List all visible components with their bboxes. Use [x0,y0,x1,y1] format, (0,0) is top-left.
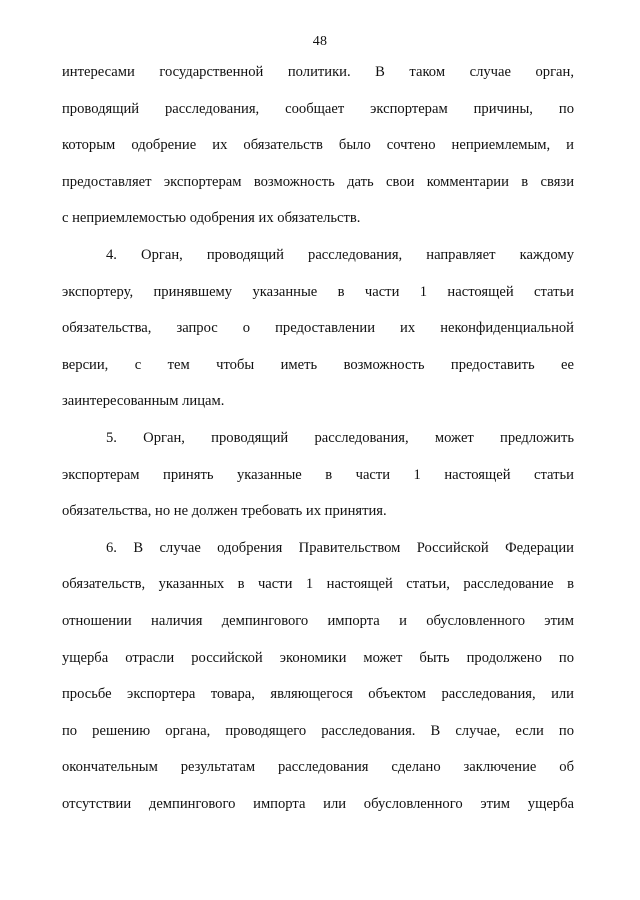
text-line: ущерба отрасли российской экономики может быть продолжено по [62,649,574,666]
text-line: версии, с тем чтобы иметь возможность предоставить ее [62,356,574,373]
text-line: заинтересованным лицам. [62,393,225,410]
paragraph-4-start: 4. Орган, проводящий расследования, направляет каждому [106,246,574,263]
text-line: проводящий расследования, сообщает экспортерам причины, по [62,100,574,117]
text-line: экспортерам принять указанные в части 1 настоящей статьи [62,466,574,483]
text-line: с неприемлемостью одобрения их обязательств. [62,210,361,227]
paragraph-6-start: 6. В случае одобрения Правительством Российской Федерации [106,539,574,556]
paragraph-5-start: 5. Орган, проводящий расследования, может предложить [106,429,574,446]
text-line: предоставляет экспортерам возможность дать свои комментарии в связи [62,173,574,190]
text-line: обязательств, указанных в части 1 настоящей статьи, расследование в [62,576,574,593]
text-line: обязательства, но не должен требовать их принятия. [62,503,387,520]
text-line: которым одобрение их обязательств было сочтено неприемлемым, и [62,137,574,154]
text-line: окончательным результатам расследования сделано заключение об [62,759,574,776]
text-line: обязательства, запрос о предоставлении их неконфиденциальной [62,320,574,337]
text-line: экспортеру, принявшему указанные в части 1 настоящей статьи [62,283,574,300]
text-line: интересами государственной политики. В таком случае орган, [62,64,574,80]
text-line: по решению органа, проводящего расследования. В случае, если по [62,722,574,739]
document-body [62,54,574,822]
text-line: отсутствии демпингового импорта или обусловленного этим ущерба [62,795,574,812]
text-line: отношении наличия демпингового импорта и обусловленного этим [62,612,574,629]
page-number: 48 [312,34,328,49]
text-line: просьбе экспортера товара, являющегося объектом расследования, или [62,686,574,703]
